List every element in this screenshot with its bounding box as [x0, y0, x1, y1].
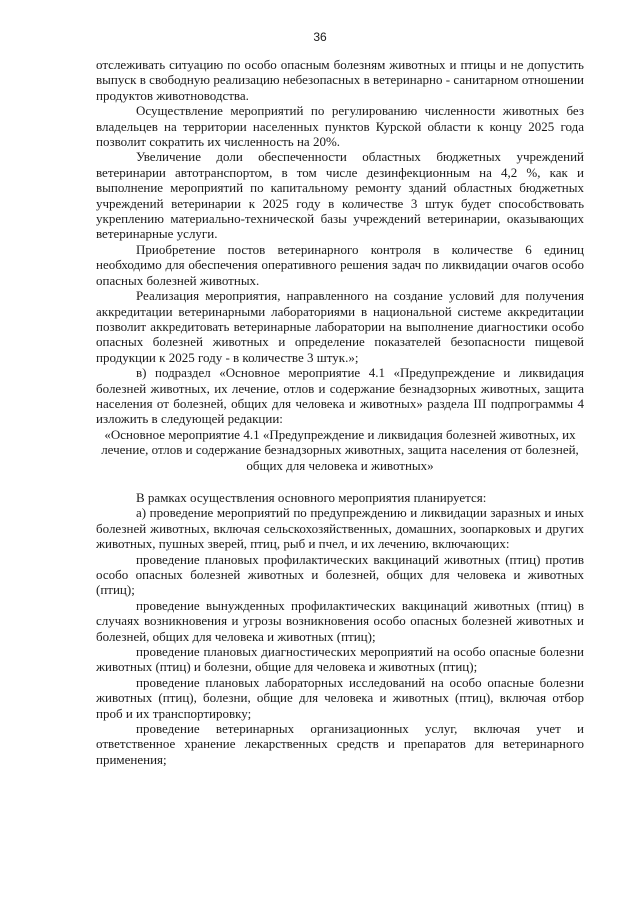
paragraph: а) проведение мероприятий по предупреждению и ликвидации заразных и иных болезней животных, включая сельскохозяйственных, домашних, зоопарковых и других животных, пушных зверей, птиц, рыб и пчел, и их лечению, включающих: — [96, 505, 584, 552]
spacer — [96, 473, 584, 490]
paragraph: Осуществление мероприятий по регулированию численности животных без владельцев на территории населенных пунктов Курской области к концу 2025 года позволит сократить их численность на 20%. — [96, 103, 584, 150]
paragraph-continuation: отслеживать ситуацию по особо опасным болезням животных и птицы и не допустить выпуск в свободную реализацию небезопасных в ветеринарно - санитарном отношении продуктов животноводства. — [96, 57, 584, 103]
paragraph: в) подраздел «Основное мероприятие 4.1 «Предупреждение и ликвидация болезней животных, их лечение, отлов и содержание безнадзорных животных, защита населения от болезней, общих для человека и животных» раздела III подпрограммы 4 изложить в следующей редакции: — [96, 365, 584, 427]
paragraph: проведение плановых лабораторных исследований на особо опасные болезни животных (птиц), болезни, общие для человека и животных (птиц), включая отбор проб и их транспортировку; — [96, 674, 584, 721]
paragraph: Увеличение доли обеспеченности областных бюджетных учреждений ветеринарии автотранспортом, в том числе дезинфекционным на 4,2 %, как и выполнение мероприятий по капитальному ремонту зданий областных бюджетных учреждений ветеринарии к 2025 году в количестве 3 штук будет способствовать укреплению материально-технической базы учреждений ветеринарии, оказывающих ветеринарные услуги. — [96, 149, 584, 242]
paragraph: Приобретение постов ветеринарного контроля в количестве 6 единиц необходимо для обеспечения оперативного решения задач по ликвидации очагов особо опасных болезней животных. — [96, 241, 584, 288]
document-body — [96, 57, 584, 767]
paragraph: проведение плановых профилактических вакцинаций животных (птиц) против особо опасных болезней животных и болезней, общих для человека и животных (птиц); — [96, 551, 584, 598]
paragraph: Реализация мероприятия, направленного на создание условий для получения аккредитации ветеринарными лабораториями в национальной системе аккредитации позволит аккредитовать ветеринарные лаборатории на выполнение диагностики особо опасных болезней животных и определение показателей безопасности пищевой продукции к 2025 году - в количестве 3 штук.»; — [96, 288, 584, 365]
page-number: 36 — [313, 30, 327, 44]
paragraph: проведение плановых диагностических мероприятий на особо опасные болезни животных (птиц) и болезни, общие для человека и животных (птиц); — [96, 644, 584, 675]
paragraph: проведение вынужденных профилактических вакцинаций животных (птиц) в случаях возникновения и угрозы возникновения особо опасных болезней животных и болезней, общих для человека и животных (птиц); — [96, 597, 584, 644]
paragraph: проведение ветеринарных организационных услуг, включая учет и ответственное хранение лекарственных средств и препаратов для ветеринарного применения; — [96, 721, 584, 767]
paragraph: В рамках осуществления основного мероприятия планируется: — [136, 489, 487, 505]
centered-heading: «Основное мероприятие 4.1 «Предупреждение и ликвидация болезней животных, их лечение, отлов и содержание безнадзорных животных, защита населения от болезней, общих для человека и животных» — [101, 426, 579, 473]
